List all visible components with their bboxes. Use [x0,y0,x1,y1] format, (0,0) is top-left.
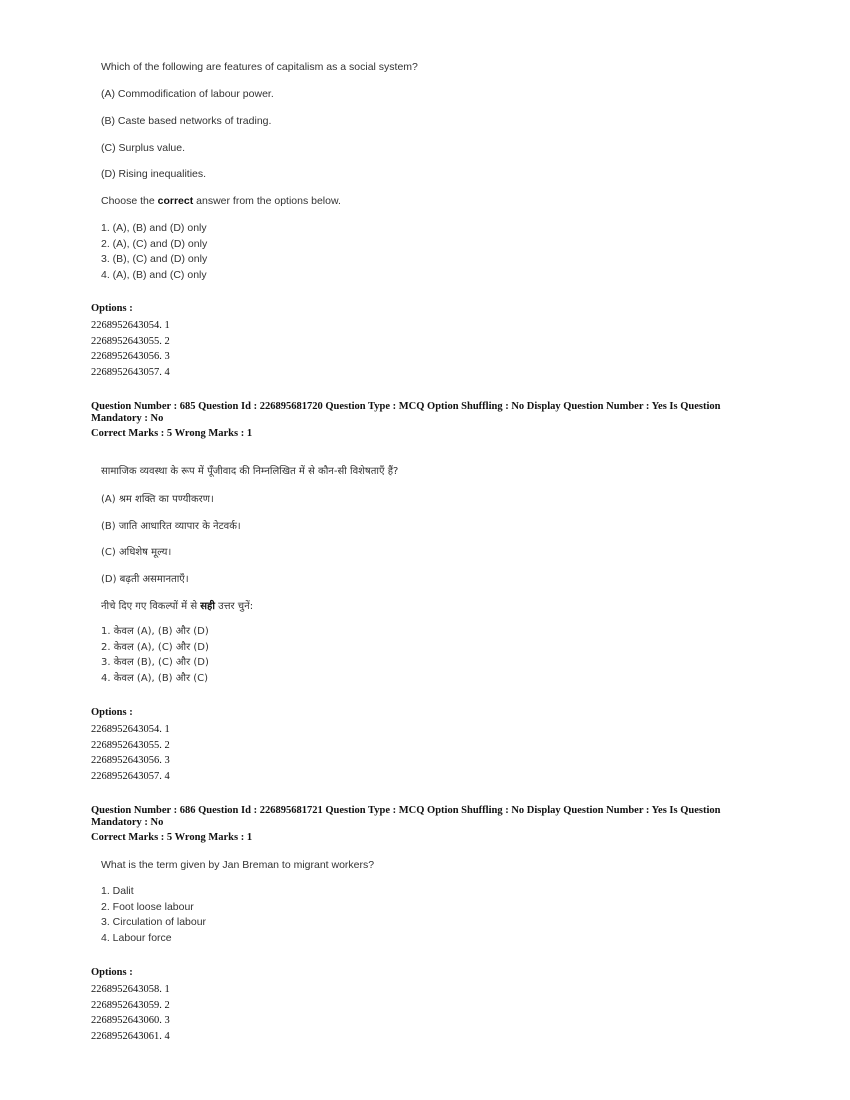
question-stem: What is the term given by Jan Breman to migrant workers? [101,859,375,871]
option-id: 2268952643056. 3 [91,755,170,766]
question-meta: Question Number : 686 Question Id : 226895681721 Question Type : MCQ Option Shuffling : No Display Question Number : Yes Is Question Mandatory : No [91,805,721,828]
option-id: 2268952643061. 4 [91,1030,170,1042]
statement-a: (A) Commodification of labour power. [101,88,274,100]
statement-d: (D) Rising inequalities. [101,168,207,180]
statement-b: (B) जाति आधारित व्यापार के नेटवर्क। [101,521,241,532]
choice-3: 3. (B), (C) and (D) only [101,253,208,265]
choice-1: 1. Dalit [101,885,134,897]
option-id: 2268952643058. 1 [91,984,170,995]
option-id: 2268952643054. 1 [91,724,170,735]
choose-instruction: Choose the correct answer from the options below. [101,195,341,207]
question-meta: Question Number : 685 Question Id : 226895681720 Question Type : MCQ Option Shuffling : No Display Question Number : Yes Is Question Mandatory : No [91,401,721,424]
option-id: 2268952643055. 2 [91,739,170,751]
option-id: 2268952643057. 4 [91,366,170,378]
choice-4: 4. (A), (B) and (C) only [101,268,207,281]
choice-3: 3. Circulation of labour [101,916,207,928]
choice-4: 4. केवल (A), (B) और (C) [101,672,209,684]
choice-2: 2. Foot loose labour [101,900,194,913]
options-label: Options : [91,303,133,314]
choice-3: 3. केवल (B), (C) और (D) [101,657,209,668]
option-id: 2268952643060. 3 [91,1015,170,1026]
statement-a: (A) श्रम शक्ति का पण्यीकरण। [101,494,214,505]
choice-4: 4. Labour force [101,931,172,944]
question-stem: सामाजिक व्यवस्था के रूप में पूँजीवाद की निम्नलिखित में से कौन-सी विशेषताएँ हैं? [101,466,399,477]
option-id: 2268952643056. 3 [91,351,170,362]
marks-info: Correct Marks : 5 Wrong Marks : 1 [91,832,253,843]
answer-choices [101,221,207,283]
choice-2: 2. केवल (A), (C) और (D) [101,641,209,653]
question-stem: Which of the following are features of capitalism as a social system? [101,61,418,73]
option-id: 2268952643059. 2 [91,999,170,1011]
choose-instruction: नीचे दिए गए विकल्पों में से सही उत्तर चुनें: [101,601,254,612]
answer-choices [101,624,209,686]
statement-b: (B) Caste based networks of trading. [101,115,272,127]
option-id: 2268952643055. 2 [91,335,170,347]
answer-choices [101,884,206,946]
options-list [91,318,170,380]
options-list [91,722,170,784]
statement-d: (D) बढ़ती असमानताएँ। [101,574,189,585]
options-label: Options : [91,707,133,718]
marks-info: Correct Marks : 5 Wrong Marks : 1 [91,428,253,439]
options-label: Options : [91,967,133,978]
choice-1: 1. केवल (A), (B) और (D) [101,626,209,637]
statement-c: (C) अधिशेष मूल्य। [101,547,172,558]
choice-1: 1. (A), (B) and (D) only [101,222,207,234]
statement-c: (C) Surplus value. [101,142,186,154]
choice-2: 2. (A), (C) and (D) only [101,237,208,250]
option-id: 2268952643054. 1 [91,320,170,331]
option-id: 2268952643057. 4 [91,770,170,782]
options-list [91,982,170,1044]
